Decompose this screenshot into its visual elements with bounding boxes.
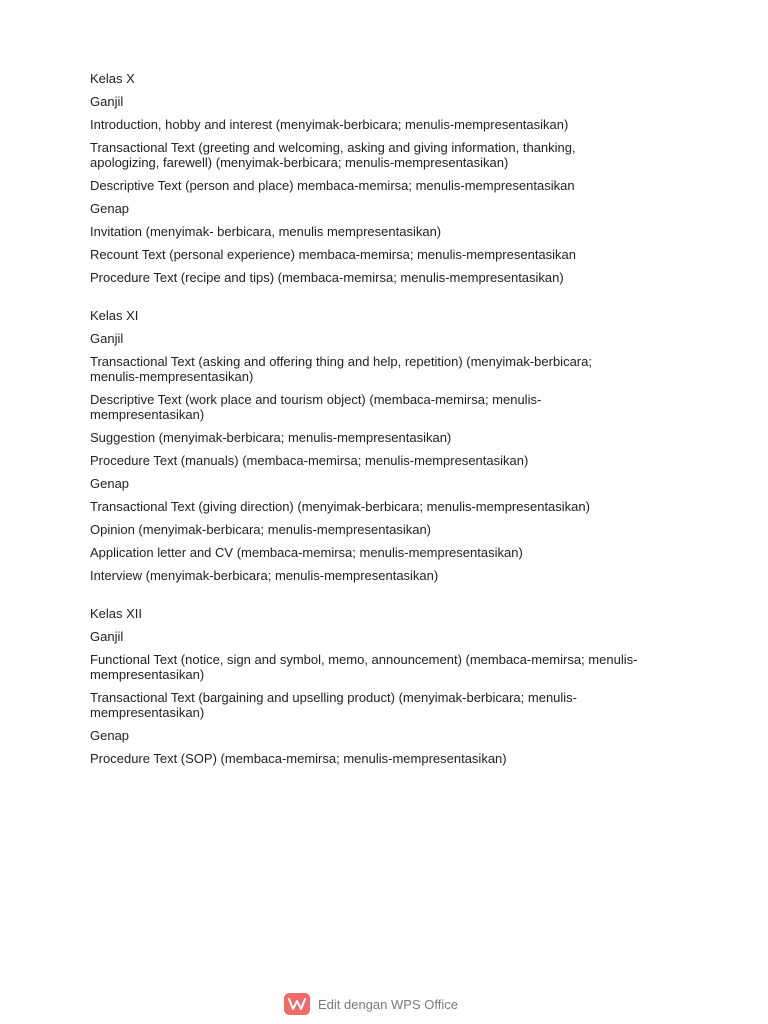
topic-line: Recount Text (personal experience) membaca-memirsa; menulis-mempresentasikan (90, 247, 577, 262)
section-kelas-xii (90, 606, 685, 766)
semester-label: Genap (90, 201, 130, 216)
topic-line: Application letter and CV (membaca-memirsa; menulis-mempresentasikan) (90, 545, 523, 560)
semester-label: Ganjil (90, 629, 124, 644)
topic-line: Descriptive Text (person and place) membaca-memirsa; menulis-mempresentasikan (90, 178, 575, 193)
topic-line: Interview (menyimak-berbicara; menulis-mempresentasikan) (90, 568, 439, 583)
topic-line: Procedure Text (manuals) (membaca-memirsa; menulis-mempresentasikan) (90, 453, 529, 468)
section-title: Kelas XI (90, 308, 139, 323)
section-kelas-x (90, 71, 685, 285)
semester-label: Genap (90, 728, 130, 743)
topic-line: Transactional Text (asking and offering thing and help, repetition) (menyimak-berbicara; menulis-mempresentasikan) (90, 354, 592, 384)
topic-line: Transactional Text (giving direction) (menyimak-berbicara; menulis-mempresentasikan) (90, 499, 590, 514)
topic-line: Functional Text (notice, sign and symbol, memo, announcement) (membaca-memirsa; menulis- mempresentasikan) (90, 652, 638, 682)
topic-line: Descriptive Text (work place and tourism object) (membaca-memirsa; menulis- mempresentasikan) (90, 392, 542, 422)
topic-line: Transactional Text (greeting and welcoming, asking and giving information, thanking, apologizing, farewell) (menyimak-berbicara; menulis-mempresentasikan) (90, 140, 576, 170)
section-kelas-xi (90, 308, 685, 583)
wps-office-logo-icon (284, 993, 310, 1015)
topic-line: Procedure Text (SOP) (membaca-memirsa; menulis-mempresentasikan) (90, 751, 507, 766)
section-title: Kelas XII (90, 606, 143, 621)
topic-line: Suggestion (menyimak-berbicara; menulis-mempresentasikan) (90, 430, 452, 445)
topic-line: Procedure Text (recipe and tips) (membaca-memirsa; menulis-mempresentasikan) (90, 270, 564, 285)
semester-label: Ganjil (90, 331, 124, 346)
wps-edit-link[interactable] (284, 993, 458, 1015)
topic-line: Invitation (menyimak- berbicara, menulis mempresentasikan) (90, 224, 442, 239)
topic-line: Transactional Text (bargaining and upselling product) (menyimak-berbicara; menulis- mempresentasikan) (90, 690, 578, 720)
wps-edit-label: Edit dengan WPS Office (318, 996, 458, 1012)
document-body (90, 71, 685, 789)
topic-line: Opinion (menyimak-berbicara; menulis-mempresentasikan) (90, 522, 432, 537)
semester-label: Ganjil (90, 94, 124, 109)
topic-line: Introduction, hobby and interest (menyimak-berbicara; menulis-mempresentasikan) (90, 117, 569, 132)
semester-label: Genap (90, 476, 130, 491)
section-title: Kelas X (90, 71, 135, 86)
